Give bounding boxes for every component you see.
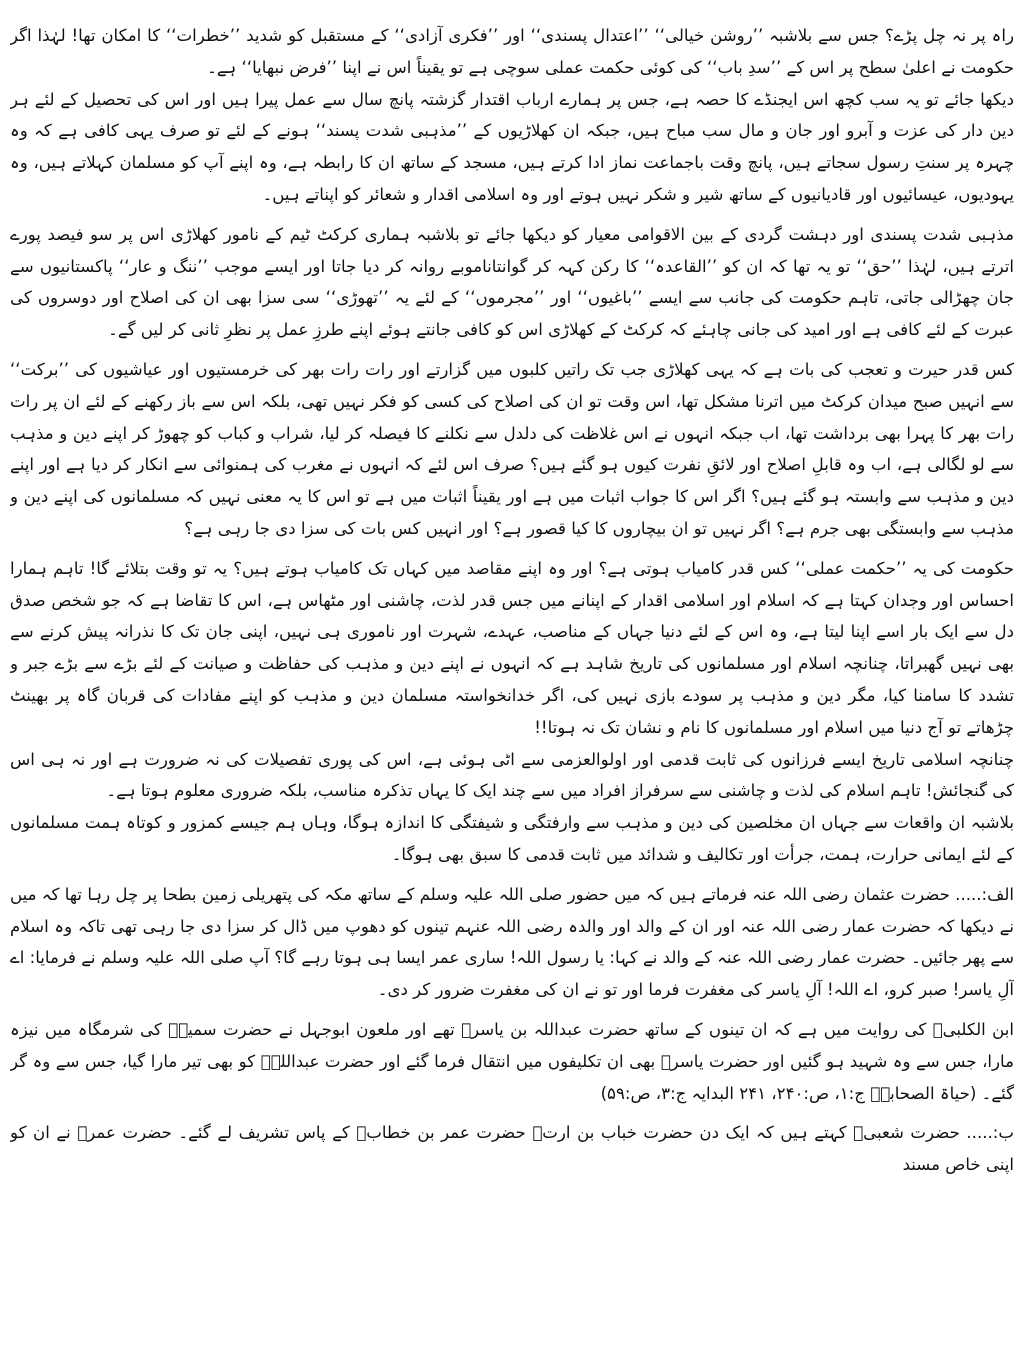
paragraph-government-strategy: حکومت کی یہ ’’حکمت عملی‘‘ کس قدر کامیاب ہوتی ہے؟ اور وہ اپنے مقاصد میں کہاں تک کامیاب ہوتے ہیں؟ یہ تو وقت بتلائے گا! تاہم ہمارا احساس اور وجدان کہتا ہے کہ اسلام اور اسلامی اقدار کے اپنانے میں جس قدر لذت، چاشنی اور مٹھاس ہے، اس کا تقاضا ہے کہ جو شخص صدق دل سے ایک بار اسے اپنا لیتا ہے، وہ اس کے لئے دنیا جہاں کے مناصب، عہدے، شہرت اور ناموری ہی نہیں، اپنی جان تک کا نذرانہ پیش کرنے سے بھی نہیں گھبراتا، چنانچہ اسلام اور مسلمانوں کی تاریخ شاہد ہے کہ انہوں نے اپنے دین و مذہب کی حفاظت و صیانت کے لئے بڑے سے بڑے جبر و تشدد کا سامنا کیا، مگر دین و مذہب پر سودے بازی نہیں کی، اگر خدانخواستہ مسلمان دین و مذہب کو اپنے مفادات کی قربان گاہ پر بھینٹ چڑھاتے تو آج دنیا میں اسلام اور مسلمانوں کا نام و نشان تک نہ ہوتا!!: [10, 558, 1014, 737]
paragraph-agenda: دیکھا جائے تو یہ سب کچھ اس ایجنڈے کا حصہ ہے، جس پر ہمارے ارباب اقتدار گزشتہ پانچ سال سے عمل پیرا ہیں اور اس کی تحصیل کے لئے ہر دین دار کی عزت و آبرو اور جان و مال سب مباح ہیں، جبکہ ان کھلاڑیوں کے ’’مذہبی شدت پسند‘‘ ہونے کے لئے تو صرف یہی کافی ہے کہ وہ چہرہ پر سنتِ رسول سجاتے ہیں، پانچ وقت باجماعت نماز ادا کرتے ہیں، مسجد کے ساتھ ان کا رابطہ ہے، وہ اپنے آپ کو مسلمان کہلاتے ہیں، وہ یہودیوں، عیسائیوں اور قادیانیوں کے ساتھ شیر و شکر نہیں ہوتے اور وہ اسلامی اقدار و شعائر کو اپناتے ہیں۔: [10, 89, 1014, 204]
paragraph-extremism-standard: مذہبی شدت پسندی اور دہشت گردی کے بین الاقوامی معیار کو دیکھا جائے تو بلاشبہ ہماری کرکٹ ٹیم کے نامور کھلاڑی اس پر سو فیصد پورے اترتے ہیں، لہٰذا ’’حق‘‘ تو یہ تھا کہ ان کو ’’القاعدہ‘‘ کا رکن کہہ کر گوانتاناموبے روانہ کر دیا جاتا اور ایسے موجب ’’ننگ و عار‘‘ پاکستانیوں سے جان چھڑالی جاتی، تاہم حکومت کی جانب سے ایسے ’’باغیوں‘‘ اور ’’مجرموں‘‘ کے لئے یہ ’’تھوڑی‘‘ سی سزا بھی ان کی اصلاح اور دوسروں کی عبرت کے لئے کافی ہے اور امید کی جانی چاہئے کہ کرکٹ کے کھلاڑی اس کو کافی جانتے ہوئے اپنے طرزِ عمل پر نظرِ ثانی کر لیں گے۔: [10, 224, 1014, 340]
paragraph-example-alif: الف:..... حضرت عثمان رضی اللہ عنہ فرماتے ہیں کہ میں حضور صلی اللہ علیہ وسلم کے ساتھ مکہ کی پتھریلی زمین بطحا پر چل رہا تھا کہ میں نے دیکھا کہ حضرت عمار رضی اللہ عنہ اور ان کے والد اور والدہ رضی اللہ عنہم تینوں کو دھوپ میں ڈال کر سزا دی جا رہی تھی تاکہ وہ اسلام سے پھر جائیں۔ حضرت عمار رضی اللہ عنہ کے والد نے کہا: یا رسول اللہ! ساری عمر ایسا ہی ہوتا رہے گا؟ آپ صلی اللہ علیہ وسلم نے فرمایا: اے آلِ یاسر! صبر کرو، اے اللہ! آلِ یاسر کی مغفرت فرما اور تو نے ان کی مغفرت ضرور کر دی۔: [10, 884, 1014, 1000]
paragraph-example-bay: ب:..... حضرت شعبیؒ کہتے ہیں کہ ایک دن حضرت خباب بن ارتؓ حضرت عمر بن خطابؓ کے پاس تشریف لے گئے۔ حضرت عمرؓ نے ان کو اپنی خاص مسند: [10, 1123, 1014, 1175]
paragraph-astonishment: کس قدر حیرت و تعجب کی بات ہے کہ یہی کھلاڑی جب تک راتیں کلبوں میں گزارتے اور رات رات بھر کی خرمستیوں اور عیاشیوں کی ’’برکت‘‘ سے انہیں صبح میدان کرکٹ میں اترنا مشکل تھا، اس وقت تو ان کی اصلاح کی کسی کو فکر نہیں تھی، بلکہ اس سے باز رکھنے کے لئے ان پر رات رات بھر کا پہرا بھی برداشت تھا، اب جبکہ انہوں نے اس غلاظت کی دلدل سے نکلنے کا فیصلہ کر لیا، شراب و کباب کو چھوڑ کر اپنے دین و مذہب سے لو لگالی ہے، اب وہ قابلِ اصلاح اور لائقِ نفرت کیوں ہو گئے ہیں؟ صرف اس لئے کہ انہوں نے مغرب کی ہمنوائی سے انکار کر دیا ہے اور اپنے دین و مذہب سے وابستہ ہو گئے ہیں؟ اگر اس کا جواب اثبات میں ہے اور یقیناً اثبات میں ہے تو اس کا یہ معنی نہیں کہ مسلمانوں کی اپنے دین و مذہب سے وابستگی بھی جرم ہے؟ اگر نہیں تو ان بیچاروں کا کیا قصور ہے؟ اور انہیں کس بات کی سزا دی جا رہی ہے؟: [10, 359, 1014, 538]
paragraph-lessons: بلاشبہ ان واقعات سے جہاں ان مخلصین کی دین و مذہب سے وارفتگی و شیفتگی کا اندازہ ہوگا، وہاں ہم جیسے کمزور و کوتاہ ہمت مسلمانوں کے لئے ایمانی حرارت، ہمت، جرأت اور تکالیف و شدائد میں ثابت قدمی کا سبق بھی ہوگا۔: [10, 813, 1014, 864]
paragraph-ibn-kalbi-narration: ابن الکلبیؒ کی روایت میں ہے کہ ان تینوں کے ساتھ حضرت عبداللہ بن یاسرؓ تھے اور ملعون ابوجہل نے حضرت سمیہؓ کی شرمگاہ میں نیزہ مارا، جس سے وہ شہید ہو گئیں اور حضرت یاسرؓ بھی ان تکلیفوں میں انتقال فرما گئے اور حضرت عبداللہؓ کو بھی تیر مارا گیا، جس سے وہ گر گئے۔ (حیاۃ الصحابہؓ ج:۱، ص:۲۴۰، ۲۴۱ البدایہ ج:۳، ص:۵۹): [10, 1019, 1014, 1103]
paragraph-intro-continuation: راہ پر نہ چل پڑے؟ جس سے بلاشبہ ’’روشن خیالی‘‘ ’’اعتدال پسندی‘‘ اور ’’فکری آزادی‘‘ کے مستقبل کو شدید ’’خطرات‘‘ کا امکان تھا! لہٰذا اگر حکومت نے اعلیٰ سطح پر اس کے ’’سدِ باب‘‘ کی کوئی حکمت عملی سوچی ہے تو یقیناً اس نے اپنا ’’فرض نبھایا‘‘ ہے۔: [10, 26, 1014, 77]
document-page: [10, 20, 1014, 1355]
paragraph-islamic-history: چنانچہ اسلامی تاریخ ایسے فرزانوں کی ثابت قدمی اور اولوالعزمی سے اٹی ہوئی ہے، اس کی پوری تفصیلات کی نہ ضرورت ہے اور نہ ہی اس کی گنجائش! تاہم اسلام کی لذت و چاشنی سے سرفراز افراد میں سے چند ایک کا یہاں تذکرہ مناسب، بلکہ ضروری معلوم ہوتا ہے۔: [10, 749, 1014, 801]
